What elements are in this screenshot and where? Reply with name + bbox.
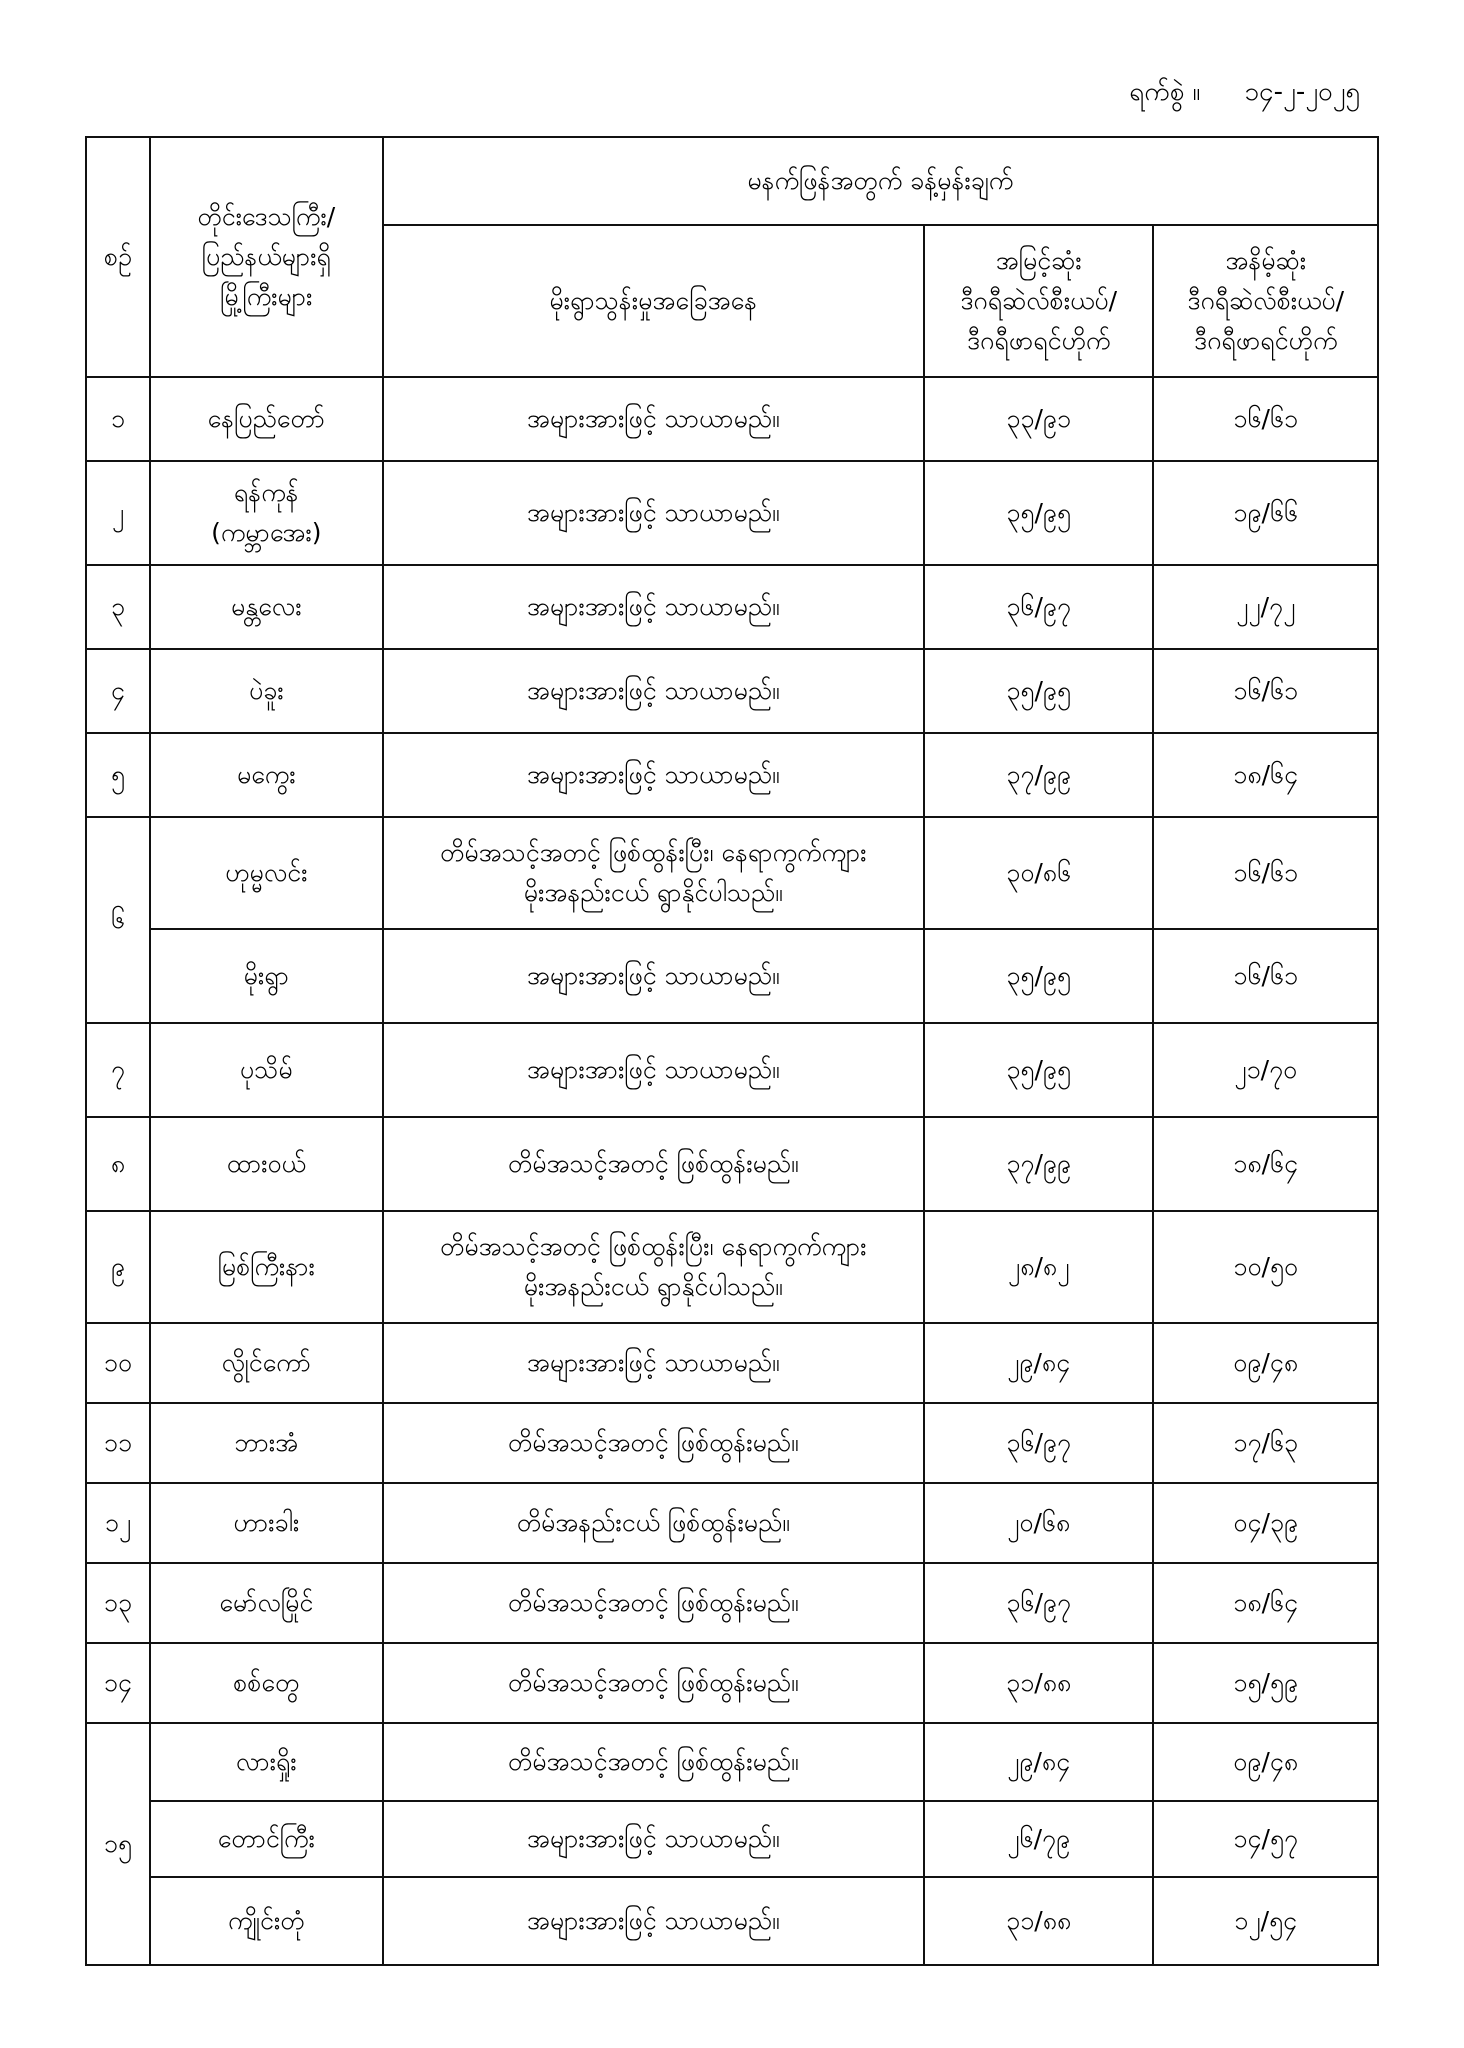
cell-serial-no: ၁၅ bbox=[86, 1723, 150, 1965]
header-serial-no: စဉ် bbox=[86, 137, 150, 377]
table-row bbox=[86, 377, 1378, 461]
cell-condition: အများအားဖြင့် သာယာမည်။ bbox=[383, 377, 924, 461]
cell-city: မန္တလေး bbox=[150, 565, 383, 649]
header-max-line: အမြင့်ဆုံး bbox=[995, 246, 1082, 275]
cell-min-temp: ၀၉/၄၈ bbox=[1153, 1723, 1378, 1801]
cell-serial-no: ၆ bbox=[86, 817, 150, 1023]
cell-max-temp: ၃၅/၉၅ bbox=[924, 649, 1154, 733]
cell-serial-no: ၉ bbox=[86, 1211, 150, 1323]
table-row bbox=[86, 1023, 1378, 1117]
cell-max-temp: ၃၁/၈၈ bbox=[924, 1643, 1154, 1723]
header-city bbox=[150, 137, 383, 377]
header-min-line: ဒီဂရီဖာရင်ဟိုက် bbox=[1194, 326, 1338, 355]
header-forecast-group: မနက်ဖြန်အတွက် ခန့်မှန်းချက် bbox=[383, 137, 1378, 225]
cell-max-temp: ၂၉/၈၄ bbox=[924, 1323, 1154, 1403]
condition-line: မိုးအနည်းငယ် ရွာနိုင်ပါသည်။ bbox=[523, 878, 783, 907]
cell-max-temp: ၂၆/၇၉ bbox=[924, 1801, 1154, 1877]
header-min-line: ဒီဂရီဆဲလ်စီးယပ်/ bbox=[1187, 286, 1345, 315]
cell-min-temp: ၁၈/၆၄ bbox=[1153, 1563, 1378, 1643]
cell-condition: အများအားဖြင့် သာယာမည်။ bbox=[383, 1023, 924, 1117]
cell-condition: အများအားဖြင့် သာယာမည်။ bbox=[383, 1877, 924, 1965]
cell-serial-no: ၁၀ bbox=[86, 1323, 150, 1403]
cell-max-temp: ၃၀/၈၆ bbox=[924, 817, 1154, 929]
cell-min-temp: ၁၇/၆၃ bbox=[1153, 1403, 1378, 1483]
cell-max-temp: ၃၇/၉၉ bbox=[924, 1117, 1154, 1211]
cell-serial-no: ၂ bbox=[86, 461, 150, 565]
date-label: ရက်စွဲ ။ bbox=[1129, 76, 1201, 107]
city-name: ရန်ကုန် bbox=[233, 478, 299, 507]
cell-max-temp: ၃၁/၈၈ bbox=[924, 1877, 1154, 1965]
cell-city: ထားဝယ် bbox=[150, 1117, 383, 1211]
cell-max-temp: ၃၅/၉၅ bbox=[924, 929, 1154, 1023]
cell-city: တောင်ကြီး bbox=[150, 1801, 383, 1877]
table-row bbox=[86, 649, 1378, 733]
cell-serial-no: ၄ bbox=[86, 649, 150, 733]
condition-line: မိုးအနည်းငယ် ရွာနိုင်ပါသည်။ bbox=[523, 1272, 783, 1301]
cell-condition: တိမ်အသင့်အတင့် ဖြစ်ထွန်းမည်။ bbox=[383, 1643, 924, 1723]
cell-max-temp: ၃၃/၉၁ bbox=[924, 377, 1154, 461]
header-condition: မိုးရွာသွန်းမှုအခြေအနေ bbox=[383, 225, 924, 377]
cell-max-temp: ၃၆/၉၇ bbox=[924, 1563, 1154, 1643]
cell-city bbox=[150, 461, 383, 565]
table-row bbox=[86, 817, 1378, 929]
cell-min-temp: ၁၆/၆၁ bbox=[1153, 929, 1378, 1023]
cell-max-temp: ၃၇/၉၉ bbox=[924, 733, 1154, 817]
cell-min-temp: ၂၁/၇၀ bbox=[1153, 1023, 1378, 1117]
cell-min-temp: ၀၉/၄၈ bbox=[1153, 1323, 1378, 1403]
cell-serial-no: ၈ bbox=[86, 1117, 150, 1211]
forecast-table bbox=[85, 136, 1379, 1966]
cell-min-temp: ၂၂/၇၂ bbox=[1153, 565, 1378, 649]
cell-city: လွိုင်ကော် bbox=[150, 1323, 383, 1403]
cell-serial-no: ၃ bbox=[86, 565, 150, 649]
cell-condition: အများအားဖြင့် သာယာမည်။ bbox=[383, 565, 924, 649]
cell-condition: အများအားဖြင့် သာယာမည်။ bbox=[383, 1323, 924, 1403]
table-row bbox=[86, 733, 1378, 817]
cell-min-temp: ၁၆/၆၁ bbox=[1153, 649, 1378, 733]
cell-condition: အများအားဖြင့် သာယာမည်။ bbox=[383, 733, 924, 817]
cell-condition: အများအားဖြင့် သာယာမည်။ bbox=[383, 929, 924, 1023]
condition-line: တိမ်အသင့်အတင့် ဖြစ်ထွန်းပြီး၊ နေရာကွက်ကျား bbox=[439, 1232, 867, 1261]
cell-city: ပဲခူး bbox=[150, 649, 383, 733]
cell-condition: တိမ်အသင့်အတင့် ဖြစ်ထွန်းမည်။ bbox=[383, 1563, 924, 1643]
cell-city: မကွေး bbox=[150, 733, 383, 817]
cell-serial-no: ၁၂ bbox=[86, 1483, 150, 1563]
table-row bbox=[86, 1323, 1378, 1403]
cell-serial-no: ၁၄ bbox=[86, 1643, 150, 1723]
cell-serial-no: ၁၃ bbox=[86, 1563, 150, 1643]
table-row bbox=[86, 1877, 1378, 1965]
table-row bbox=[86, 1117, 1378, 1211]
cell-city: လားရှိုး bbox=[150, 1723, 383, 1801]
table-row bbox=[86, 1643, 1378, 1723]
date-line bbox=[1000, 66, 1360, 120]
header-min-temp bbox=[1153, 225, 1378, 377]
cell-condition: တိမ်အသင့်အတင့် ဖြစ်ထွန်းမည်။ bbox=[383, 1403, 924, 1483]
table-row bbox=[86, 1723, 1378, 1801]
cell-min-temp: ၁၈/၆၄ bbox=[1153, 1117, 1378, 1211]
city-station: (ကမ္ဘာအေး) bbox=[211, 518, 322, 547]
cell-city: စစ်တွေ bbox=[150, 1643, 383, 1723]
cell-condition bbox=[383, 1211, 924, 1323]
cell-city: ကျိုင်းတုံ bbox=[150, 1877, 383, 1965]
header-min-line: အနိမ့်ဆုံး bbox=[1225, 246, 1307, 275]
cell-city: မော်လမြိုင် bbox=[150, 1563, 383, 1643]
cell-condition: အများအားဖြင့် သာယာမည်။ bbox=[383, 649, 924, 733]
cell-min-temp: ၁၆/၆၁ bbox=[1153, 817, 1378, 929]
cell-max-temp: ၂၈/၈၂ bbox=[924, 1211, 1154, 1323]
cell-min-temp: ၁၈/၆၄ bbox=[1153, 733, 1378, 817]
cell-condition bbox=[383, 817, 924, 929]
cell-city: ဟုမ္မလင်း bbox=[150, 817, 383, 929]
cell-max-temp: ၃၆/၉၇ bbox=[924, 565, 1154, 649]
table-row bbox=[86, 1483, 1378, 1563]
header-max-line: ဒီဂရီဆဲလ်စီးယပ်/ bbox=[960, 286, 1118, 315]
cell-city: ဟားခါး bbox=[150, 1483, 383, 1563]
cell-condition: အများအားဖြင့် သာယာမည်။ bbox=[383, 461, 924, 565]
header-max-line: ဒီဂရီဖာရင်ဟိုက် bbox=[967, 326, 1111, 355]
cell-min-temp: ၀၄/၃၉ bbox=[1153, 1483, 1378, 1563]
cell-condition: တိမ်အသင့်အတင့် ဖြစ်ထွန်းမည်။ bbox=[383, 1723, 924, 1801]
table-row bbox=[86, 1211, 1378, 1323]
cell-min-temp: ၁၆/၆၁ bbox=[1153, 377, 1378, 461]
cell-min-temp: ၁၄/၅၇ bbox=[1153, 1801, 1378, 1877]
cell-max-temp: ၃၅/၉၅ bbox=[924, 1023, 1154, 1117]
header-city-line: ပြည်နယ်များရှိ bbox=[201, 242, 331, 271]
cell-min-temp: ၁၀/၅၀ bbox=[1153, 1211, 1378, 1323]
cell-min-temp: ၁၅/၅၉ bbox=[1153, 1643, 1378, 1723]
table-row bbox=[86, 1563, 1378, 1643]
table-row bbox=[86, 1801, 1378, 1877]
cell-min-temp: ၁၂/၅၄ bbox=[1153, 1877, 1378, 1965]
cell-city: နေပြည်တော် bbox=[150, 377, 383, 461]
cell-max-temp: ၂၉/၈၄ bbox=[924, 1723, 1154, 1801]
cell-condition: တိမ်အသင့်အတင့် ဖြစ်ထွန်းမည်။ bbox=[383, 1117, 924, 1211]
cell-condition: အများအားဖြင့် သာယာမည်။ bbox=[383, 1801, 924, 1877]
cell-serial-no: ၁၁ bbox=[86, 1403, 150, 1483]
date-value: ၁၄-၂-၂၀၂၅ bbox=[1244, 76, 1360, 107]
cell-serial-no: ၅ bbox=[86, 733, 150, 817]
cell-max-temp: ၂၀/၆၈ bbox=[924, 1483, 1154, 1563]
cell-max-temp: ၃၆/၉၇ bbox=[924, 1403, 1154, 1483]
cell-min-temp: ၁၉/၆၆ bbox=[1153, 461, 1378, 565]
header-city-line: မြို့ကြီးများ bbox=[220, 282, 313, 311]
cell-city: မိုးရွာ bbox=[150, 929, 383, 1023]
cell-city: ပုသိမ် bbox=[150, 1023, 383, 1117]
table-row bbox=[86, 565, 1378, 649]
table-row bbox=[86, 1403, 1378, 1483]
table-row bbox=[86, 461, 1378, 565]
cell-max-temp: ၃၅/၉၅ bbox=[924, 461, 1154, 565]
header-city-line: တိုင်းဒေသကြီး/ bbox=[197, 202, 336, 231]
cell-serial-no: ၇ bbox=[86, 1023, 150, 1117]
cell-serial-no: ၁ bbox=[86, 377, 150, 461]
cell-city: မြစ်ကြီးနား bbox=[150, 1211, 383, 1323]
header-max-temp bbox=[924, 225, 1154, 377]
cell-city: ဘားအံ bbox=[150, 1403, 383, 1483]
condition-line: တိမ်အသင့်အတင့် ဖြစ်ထွန်းပြီး၊ နေရာကွက်ကျား bbox=[439, 838, 867, 867]
table-row bbox=[86, 929, 1378, 1023]
cell-condition: တိမ်အနည်းငယ် ဖြစ်ထွန်းမည်။ bbox=[383, 1483, 924, 1563]
